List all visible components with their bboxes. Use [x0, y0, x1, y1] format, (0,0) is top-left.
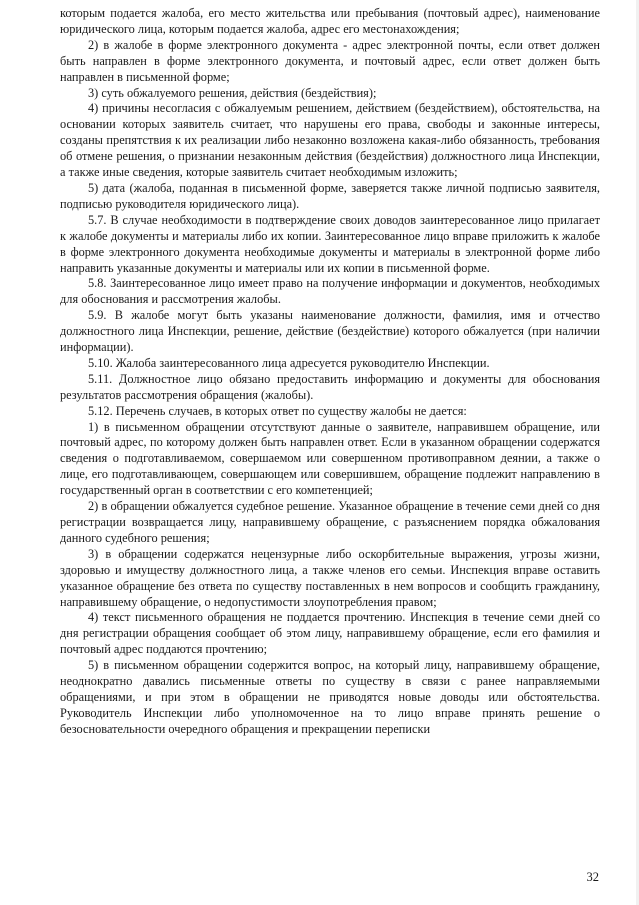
paragraph-case-1: 1) в письменном обращении отсутствуют данные о заявителе, направившем обращение, или почтовый адрес, по которому должен быть направлен ответ. Если в указанном обращении содержатся сведения о подготавливаемом, совершаемом или совершенном противоправном деянии, а также о лице, его подготавливающем, совершающем или совершившем, обращение подлежит направлению в государственный орган в соответствии с его компетенцией; — [60, 419, 600, 498]
paragraph-case-4: 4) текст письменного обращения не поддается прочтению. Инспекция в течение семи дней со дня регистрации обращения сообщает об этом лицу, направившему обращение, если его фамилия и почтовый адрес поддаются прочтению; — [60, 610, 600, 657]
paragraph-case-3: 3) в обращении содержатся нецензурные либо оскорбительные выражения, угрозы жизни, здоровью и имуществу должностного лица, а также членов его семьи. Инспекция вправе оставить указанное обращение без ответа по существу поставленных в нем вопросов и сообщить гражданину, направившему обращение, о недопустимости злоупотребления правом; — [60, 546, 600, 609]
paragraph-case-2: 2) в обращении обжалуется судебное решение. Указанное обращение в течение семи дней со дня регистрации возвращается лицу, направившему обращение, с разъяснением порядка обжалования данного судебного решения; — [60, 499, 600, 545]
paragraph-item-5: 5) дата (жалоба, поданная в письменной форме, заверяется также личной подписью заявителя, подписью руководителя юридического лица). — [60, 180, 600, 211]
page-number: 32 — [586, 870, 599, 884]
paragraph-5-7: 5.7. В случае необходимости в подтверждение своих доводов заинтересованное лицо прилагает к жалобе документы и материалы либо их копии. Заинтересованное лицо вправе приложить к жалобе в форме электронного документа необходимые документы и материалы в электронной форме либо направить указанные документы и материалы или их копии в письменной форме. — [60, 212, 600, 275]
paragraph-item-4: 4) причины несогласия с обжалуемым решением, действием (бездействием), обстоятельства, на основании которых заявитель считает, что нарушены его права, свободы и законные интересы, созданы препятствия к их реализации либо незаконно возложена какая-либо обязанность, требования об отмене решения, о признании незаконным действия (бездействия) должностного лица Инспекции, а также иные сведения, которые заявитель считает необходимым изложить; — [60, 101, 600, 180]
paragraph-item-3: 3) суть обжалуемого решения, действия (бездействия); — [88, 85, 377, 100]
paragraph-5-8: 5.8. Заинтересованное лицо имеет право на получение информации и документов, необходимых для обоснования и рассмотрения жалобы. — [60, 276, 600, 307]
document-body — [60, 6, 600, 738]
paragraph-5-9: 5.9. В жалобе могут быть указаны наименование должности, фамилия, имя и отчество должностного лица Инспекции, решение, действие (бездействие) которого обжалуется (при наличии информации). — [60, 308, 600, 355]
paragraph-5-12: 5.12. Перечень случаев, в которых ответ по существу жалобы не дается: — [88, 403, 467, 418]
paragraph-case-5: 5) в письменном обращении содержится вопрос, на который лицу, направившему обращение, неоднократно давались письменные ответы по существу в связи с ранее направляемыми обращениями, и при этом в обращении не приводятся новые доводы или обстоятельства. Руководитель Инспекции либо уполномоченное на то лицо вправе принять решение о безосновательности очередного обращения и прекращении переписки — [60, 658, 600, 736]
paragraph-item-2: 2) в жалобе в форме электронного документа - адрес электронной почты, если ответ должен быть направлен в форме электронного документа, и почтовый адрес, если ответ должен быть направлен в письменной форме; — [60, 37, 600, 84]
paragraph-5-11: 5.11. Должностное лицо обязано предоставить информацию и документы для обоснования результатов рассмотрения обращения (жалобы). — [60, 371, 600, 402]
paragraph-continuation: которым подается жалоба, его место жительства или пребывания (почтовый адрес), наименование юридического лица, которым подается жалоба, адрес его местонахождения; — [60, 6, 600, 36]
paragraph-5-10: 5.10. Жалоба заинтересованного лица адресуется руководителю Инспекции. — [88, 355, 490, 370]
